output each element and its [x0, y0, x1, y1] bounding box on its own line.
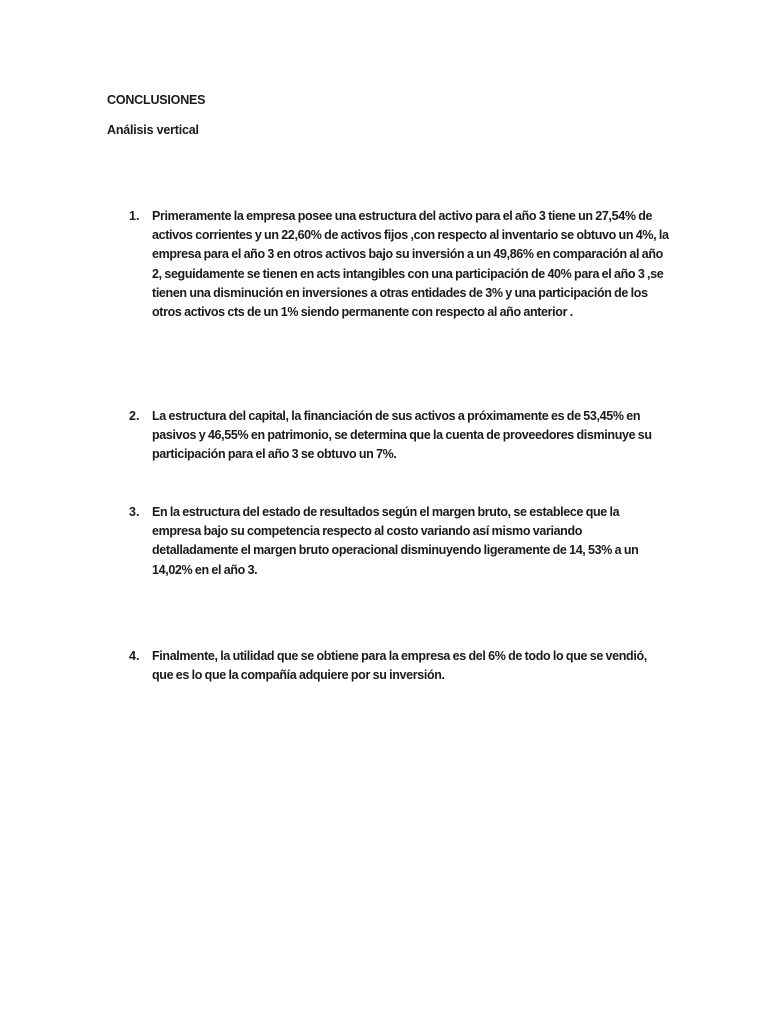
list-item-number: 2.: [129, 409, 140, 423]
list-item-text: Finalmente, la utilidad que se obtiene para la empresa es del 6% de todo lo que se vendió, que es lo que la compañía adquiere por su inversión.: [152, 649, 647, 683]
document-subtitle: Análisis vertical: [107, 123, 199, 137]
list-item-number: 3.: [129, 505, 140, 519]
list-item-text: En la estructura del estado de resultados según el margen bruto, se establece que la empresa bajo su competencia respecto al costo variando así mismo variando detalladamente el margen bruto operacional disminuyendo ligeramente de 14, 53% a un 14,02% en el año 3.: [152, 505, 639, 577]
list-item-number: 1.: [129, 209, 140, 223]
document-title: CONCLUSIONES: [107, 93, 206, 107]
list-item-text: Primeramente la empresa posee una estructura del activo para el año 3 tiene un 27,54% de activos corrientes y un 22,60% de activos fijos ,con respecto al inventario se obtuvo un 4%, la empresa para el año 3 en otros activos bajo su inversión a un 49,86% en comparación al año 2, seguidamente se tienen en acts intangibles con una participación de 40% para el año 3 ,se tienen una disminución en inversiones a otras entidades de 3% y una participación de los otros activos cts de un 1% siendo permanente con respecto al año anterior .: [152, 209, 669, 320]
list-item-number: 4.: [129, 649, 140, 663]
list-item-text: La estructura del capital, la financiación de sus activos a próximamente es de 53,45% en pasivos y 46,55% en patrimonio, se determina que la cuenta de proveedores disminuye su participación para el año 3 se obtuvo un 7%.: [152, 409, 652, 462]
